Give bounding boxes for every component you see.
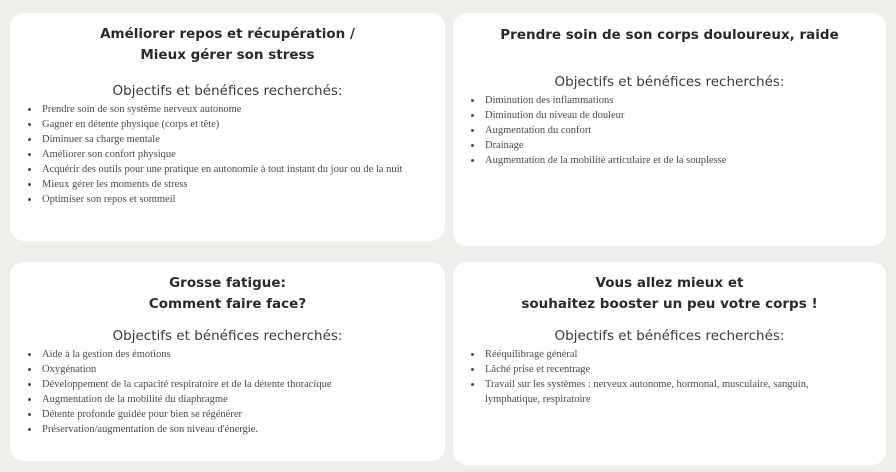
- card-title: [28, 273, 427, 315]
- card-subtitle: Objectifs et bénéfices recherchés:: [112, 83, 343, 99]
- list-item: • Améliorer son confort physique: [40, 147, 413, 162]
- card-title-line: Mieux gérer son stress: [140, 47, 315, 63]
- list-item: • Diminution des inflammations: [483, 93, 868, 108]
- list-item: • Augmentation du confort: [483, 123, 868, 138]
- card-boost-body: [453, 262, 886, 465]
- benefits-list: [28, 102, 427, 207]
- list-item: • Drainage: [483, 138, 868, 153]
- card-title-line: Grosse fatigue:: [169, 275, 286, 291]
- list-item: • Acquérir des outils pour une pratique en autonomie à tout instant du jour ou de la nuit: [40, 162, 413, 177]
- benefits-list: [471, 93, 868, 168]
- card-title: [471, 273, 868, 315]
- card-title: [471, 25, 868, 46]
- list-item: • Lâché prise et recentrage: [483, 362, 840, 377]
- list-item: • Diminuer sa charge mentale: [40, 132, 413, 147]
- card-painful-body: [453, 13, 886, 246]
- list-item: • Diminution du niveau de douleur: [483, 108, 868, 123]
- list-item: • Prendre soin de son système nerveux autonome: [40, 102, 413, 117]
- card-title-line: Vous allez mieux et: [595, 275, 744, 291]
- card-title-line: Comment faire face?: [148, 296, 307, 312]
- card-fatigue: [10, 262, 445, 461]
- card-rest-recovery: [10, 13, 445, 241]
- benefits-list: [28, 347, 427, 437]
- list-item: • Aide à la gestion des émotions: [40, 347, 427, 362]
- list-item: • Mieux gérer les moments de stress: [40, 177, 413, 192]
- list-item: • Travail sur les systèmes : nerveux autonome, hormonal, musculaire, sanguin, lymphatique, respiratoire: [483, 377, 840, 407]
- benefits-list: [471, 347, 868, 407]
- list-item: • Développement de la capacité respiratoire et de la détente thoracique: [40, 377, 427, 392]
- list-item: • Détente profonde guidée pour bien se régénérer: [40, 407, 427, 422]
- card-subtitle: Objectifs et bénéfices recherchés:: [112, 328, 343, 344]
- card-title-line: Prendre soin de son corps douloureux, raide: [500, 27, 839, 43]
- card-title: [28, 24, 427, 66]
- list-item: • Gagner en détente physique (corps et tête): [40, 117, 413, 132]
- list-item: • Préservation/augmentation de son niveau d'énergie.: [40, 422, 427, 437]
- list-item: • Augmentation de la mobilité articulaire et de la souplesse: [483, 153, 868, 168]
- list-item: • Oxygénation: [40, 362, 427, 377]
- card-title-line: souhaitez booster un peu votre corps !: [521, 296, 818, 312]
- card-subtitle: Objectifs et bénéfices recherchés:: [554, 74, 785, 90]
- list-item: • Augmentation de la mobilité du diaphragme: [40, 392, 427, 407]
- card-subtitle: Objectifs et bénéfices recherchés:: [554, 328, 785, 344]
- list-item: • Optimiser son repos et sommeil: [40, 192, 413, 207]
- card-title-line: Améliorer repos et récupération /: [100, 26, 355, 42]
- list-item: • Rééquilibrage général: [483, 347, 840, 362]
